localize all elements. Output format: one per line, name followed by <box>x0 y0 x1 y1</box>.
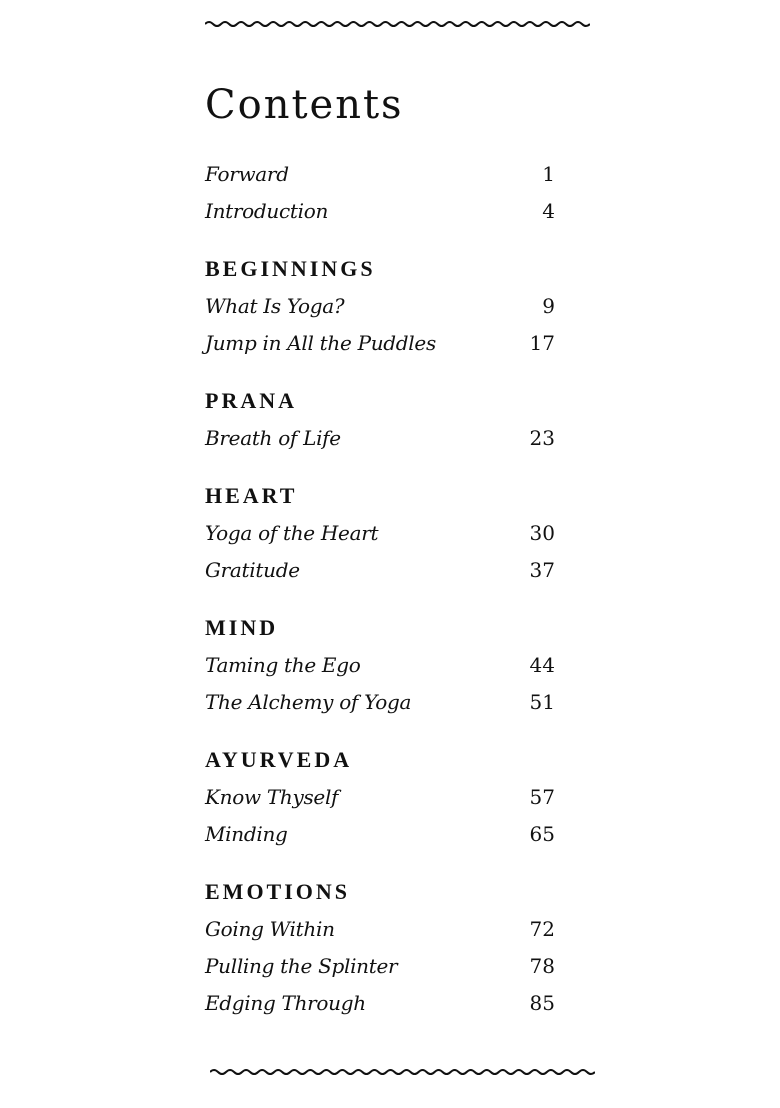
section-heading: AYURVEDA <box>205 747 353 772</box>
top-wave-ornament <box>205 16 590 32</box>
section-heading: PRANA <box>205 388 297 413</box>
entry-title: What Is Yoga? <box>205 294 345 318</box>
entry-title: Yoga of the Heart <box>205 521 379 545</box>
toc-entry <box>205 985 555 1022</box>
section-beginnings <box>205 249 555 362</box>
toc-entry <box>205 288 555 325</box>
entry-page: 4 <box>542 199 555 223</box>
entry-title: Jump in All the Puddles <box>205 331 436 355</box>
entry-page: 30 <box>529 521 555 545</box>
entry-page: 9 <box>542 294 555 318</box>
toc-entry <box>205 779 555 816</box>
entry-title: Gratitude <box>205 558 300 582</box>
page-title: Contents <box>205 82 404 128</box>
section-mind <box>205 608 555 721</box>
section-prana <box>205 381 555 457</box>
entry-page: 72 <box>529 917 555 941</box>
section-heading: MIND <box>205 615 279 640</box>
toc-entry <box>205 647 555 684</box>
entry-page: 65 <box>529 822 555 846</box>
entry-title: Minding <box>205 822 288 846</box>
section-ayurveda <box>205 740 555 853</box>
entry-page: 17 <box>529 331 555 355</box>
front-matter <box>205 156 555 230</box>
entry-title: The Alchemy of Yoga <box>205 690 412 714</box>
entry-page: 23 <box>529 426 555 450</box>
section-heading: BEGINNINGS <box>205 256 376 281</box>
toc-entry <box>205 948 555 985</box>
entry-title: Edging Through <box>205 991 366 1015</box>
toc-entry <box>205 156 555 193</box>
entry-title: Know Thyself <box>205 785 339 809</box>
entry-title: Taming the Ego <box>205 653 361 677</box>
entry-page: 78 <box>529 954 555 978</box>
toc-entry <box>205 816 555 853</box>
section-heading: HEART <box>205 483 298 508</box>
toc-entry <box>205 325 555 362</box>
table-of-contents <box>205 156 555 1022</box>
top-wave-line <box>205 22 590 26</box>
entry-page: 57 <box>529 785 555 809</box>
entry-page: 85 <box>529 991 555 1015</box>
bottom-wave-ornament <box>210 1064 595 1080</box>
bottom-wave-line <box>210 1070 595 1074</box>
section-emotions <box>205 872 555 1022</box>
entry-title: Forward <box>205 162 289 186</box>
section-heading: EMOTIONS <box>205 879 351 904</box>
entry-page: 37 <box>529 558 555 582</box>
section-heart <box>205 476 555 589</box>
toc-entry <box>205 552 555 589</box>
entry-title: Going Within <box>205 917 335 941</box>
toc-entry <box>205 420 555 457</box>
entry-title: Pulling the Splinter <box>205 954 398 978</box>
entry-page: 44 <box>529 653 555 677</box>
toc-entry <box>205 515 555 552</box>
toc-entry <box>205 911 555 948</box>
toc-entry <box>205 193 555 230</box>
toc-entry <box>205 684 555 721</box>
entry-page: 51 <box>529 690 555 714</box>
entry-title: Introduction <box>205 199 329 223</box>
entry-title: Breath of Life <box>205 426 341 450</box>
entry-page: 1 <box>542 162 555 186</box>
